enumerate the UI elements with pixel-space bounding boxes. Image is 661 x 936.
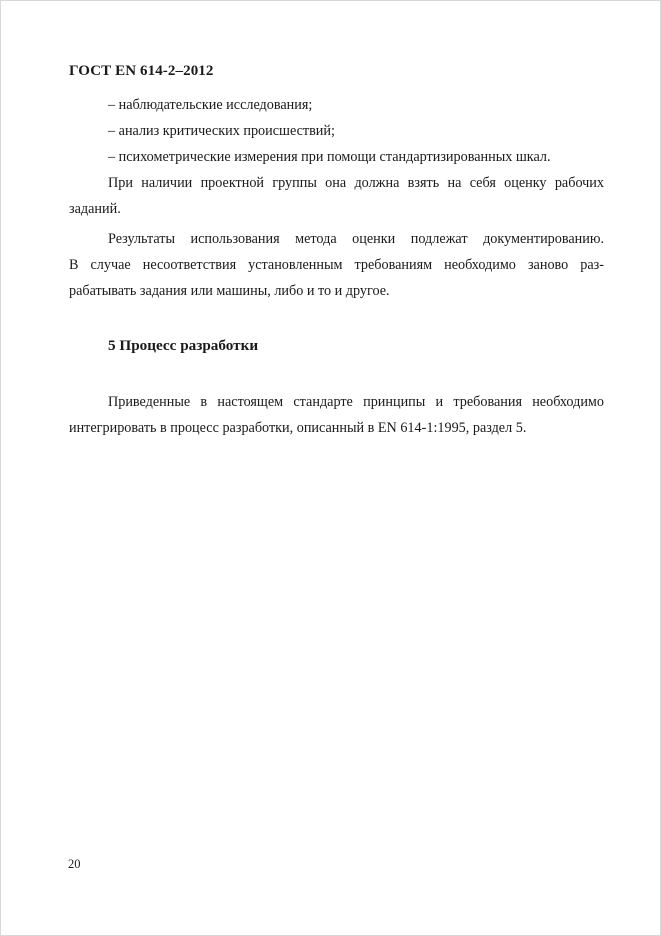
document-code-header: ГОСТ EN 614-2–2012: [69, 63, 214, 79]
list-item: – анализ критических происшествий;: [108, 123, 335, 139]
list-block: [69, 92, 604, 170]
paragraph-line: Результаты использования метода оценки подлежат документированию.: [108, 231, 604, 247]
paragraph-line: интегрировать в процесс разработки, описанный в EN 614-1:1995, раздел 5.: [69, 420, 527, 436]
paragraph-design-group: [69, 170, 604, 222]
page-number: 20: [68, 857, 81, 871]
paragraph-section-5: [69, 389, 604, 441]
paragraph-line: заданий.: [69, 201, 121, 217]
paragraph-line: При наличии проектной группы она должна взять на себя оценку рабочих: [108, 175, 604, 191]
paragraph-line: Приведенные в настоящем стандарте принципы и требования необходимо: [108, 394, 604, 410]
paragraph-results: [69, 226, 604, 304]
paragraph-line: рабатывать задания или машины, либо и то и другое.: [69, 283, 390, 299]
list-item: – наблюдательские исследования;: [108, 97, 313, 113]
section-heading: 5 Процесс разработки: [108, 337, 259, 354]
list-item: – психометрические измерения при помощи стандартизированных шкал.: [108, 149, 551, 165]
paragraph-line: В случае несоответствия установленным требованиям необходимо заново раз-: [69, 257, 604, 273]
